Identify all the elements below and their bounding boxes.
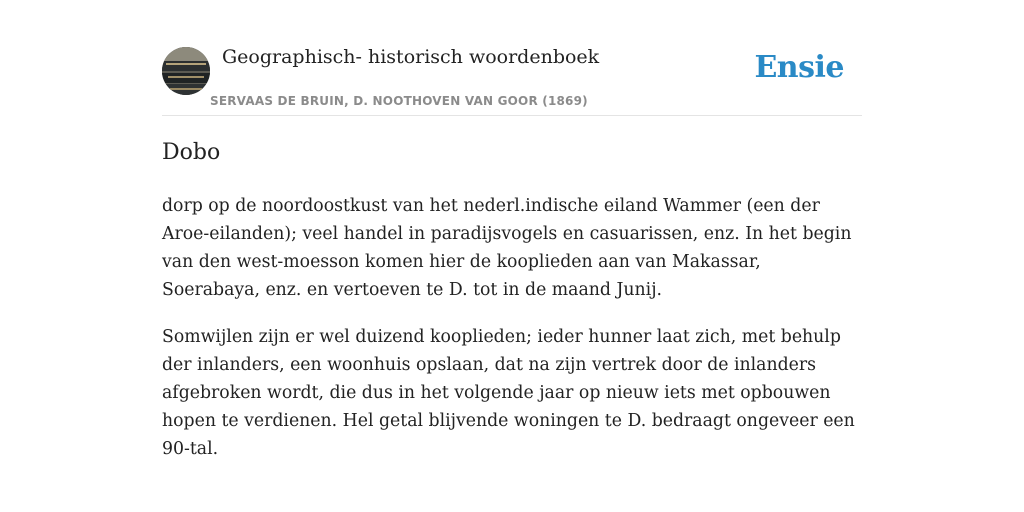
book-header xyxy=(162,40,862,116)
entry-title: Dobo xyxy=(162,140,221,165)
entry-content xyxy=(162,192,862,482)
entry-paragraph: Somwijlen zijn er wel duizend kooplieden; ieder hunner laat zich, met behulp der inlanders, een woonhuis opslaan, dat na zijn vertrek door de inlanders afgebroken wordt, die dus in het volgende jaar op nieuw iets met opbouwen hopen te verdienen. Hel getal blijvende woningen te D. bedraagt ongeveer een 90-tal. xyxy=(162,327,855,459)
entry-paragraph: dorp op de noordoostkust van het nederl.indische eiland Wammer (een der Aroe-eilanden); veel handel in paradijsvogels en casuarissen, enz. In het begin van den west-moesson komen hier de kooplieden aan van Makassar, Soerabaya, enz. en vertoeven te D. tot in de maand Junij. xyxy=(162,196,852,300)
book-author-line: SERVAAS DE BRUIN, D. NOOTHOVEN VAN GOOR (1869) xyxy=(210,94,588,108)
book-stack-icon xyxy=(162,47,210,95)
book-cover-thumbnail[interactable] xyxy=(162,47,210,95)
ensie-logo-link[interactable]: Ensie xyxy=(754,50,844,85)
book-title-link[interactable]: Geographisch- historisch woordenboek xyxy=(222,46,600,68)
